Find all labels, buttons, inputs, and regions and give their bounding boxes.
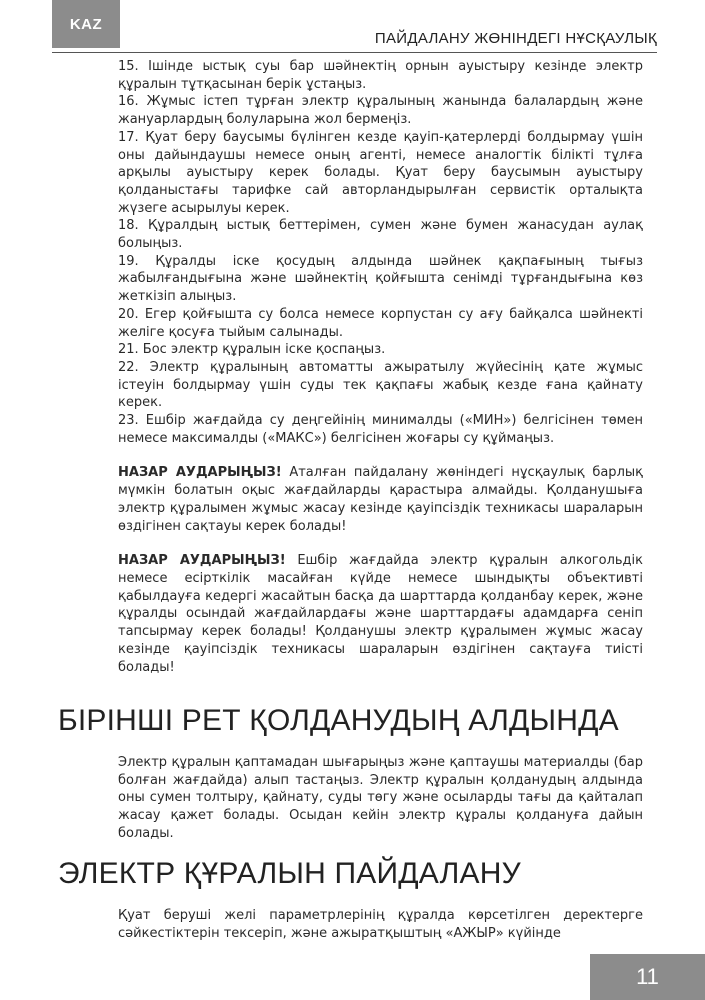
warning-label: НАЗАР АУДАРЫҢЫЗ! <box>118 465 282 481</box>
warning-text: Ешбір жағдайда электр құралын алкогольдік немесе есірткілік масайған күйде немесе шындықты объективті қабылдауға кедергі жасайтын басқа да шарттарда қолданбау керек, және құралды осындай жағдайлардағы және шарттардағы адамдарға сеніп тапсырмау керек болады! Қолданушы электр құралымен жұмыс жасау кезінде қауіпсіздік техникасы шараларын өздігінен сақтауға тиісті болады! <box>118 553 644 675</box>
list-item: 22. Электр құралының автоматты ажыратылу жүйесінің қате жұмыс істеуін болдырмау үшін суды тек қақпағы жабық кезде ғана қайнату керек. <box>118 359 643 411</box>
list-item: 20. Егер қойғышта су болса немесе корпустан су ағу байқалса шәйнекті желіге қосуға тыйым салынады. <box>118 306 643 340</box>
page-number: 11 <box>590 954 705 1000</box>
warning-text: Аталған пайдалану жөніндегі нұсқаулық барлық мүмкін болатын оқыс жағдайларды қарастыра алмайды. Қолданушыға электр құралымен жұмыс жасау кезінде қауіпсіздік техникасы шараларын өздігінен сақтауы керек болады! <box>118 465 643 534</box>
list-item: 15. Ішінде ыстық суы бар шәйнектің орнын ауыстыру кезінде электр құралын тұтқасынан берік ұстаңыз. <box>118 59 643 92</box>
safety-instructions <box>118 58 643 676</box>
section-body-usage: Қуат беруші желі параметрлерінің құралда көрсетілген деректерге сәйкестіктерін тексеріп, және ажыратқыштың «АЖЫР» күйінде <box>118 908 643 941</box>
language-tab: KAZ <box>52 0 120 48</box>
page-header-title: ПАЙДАЛАНУ ЖӨНІНДЕГІ НҰСҚАУЛЫҚ <box>374 30 657 47</box>
list-item: 17. Қуат беру баусымы бүлінген кезде қауіп-қатерлерді болдырмау үшін оны дайындаушы немесе оның агенті, немесе аналогтік білікті тұлға арқылы ауыстыру керек болады. Қуат беру баусымын ауыстыру қолданыстағы тарифке сай авторландырылған сервистік орталықта жүзеге асырылуы керек. <box>118 129 643 216</box>
header-divider <box>52 52 657 53</box>
warning-label: НАЗАР АУДАРЫҢЫЗ! <box>118 553 286 569</box>
section-heading-usage: ЭЛЕКТР ҚҰРАЛЫН ПАЙДАЛАНУ <box>58 857 521 890</box>
list-item: 21. Бос электр құралын іске қоспаңыз. <box>118 342 386 358</box>
list-item: 23. Ешбір жағдайда су деңгейінің минималды («МИН») белгісінен төмен немесе максималды («МАКС») белгісінен жоғары су құймаңыз. <box>118 413 643 446</box>
list-item: 16. Жұмыс істеп тұрған электр құралының жанында балалардың және жануарлардың болуларына жол бермеңіз. <box>118 94 643 128</box>
section-heading-first-use: БІРІНШІ РЕТ ҚОЛДАНУДЫҢ АЛДЫНДА <box>58 704 619 737</box>
list-item: 19. Құралды іске қосудың алдында шәйнек қақпағының тығыз жабылғандығына және шәйнектің қойғышта сенімді тұрғандығына көз жеткізіп алыңыз. <box>118 253 643 305</box>
warning-paragraph <box>118 552 643 676</box>
warning-paragraph <box>118 464 643 535</box>
section-body-first-use: Электр құралын қаптамадан шығарыңыз және қаптаушы материалды (бар болған жағдайда) алып тастаңыз. Электр құралын қолданудың алдында оны сумен толтыру, қайнату, суды төгу және осыларды тағы да қайталап жасау қажет болады. Осыдан кейін электр құралы қолдануға дайын болады. <box>118 755 643 841</box>
list-item: 18. Құралдың ыстық беттерімен, сумен және бумен жанасудан аулақ болыңыз. <box>118 218 643 252</box>
